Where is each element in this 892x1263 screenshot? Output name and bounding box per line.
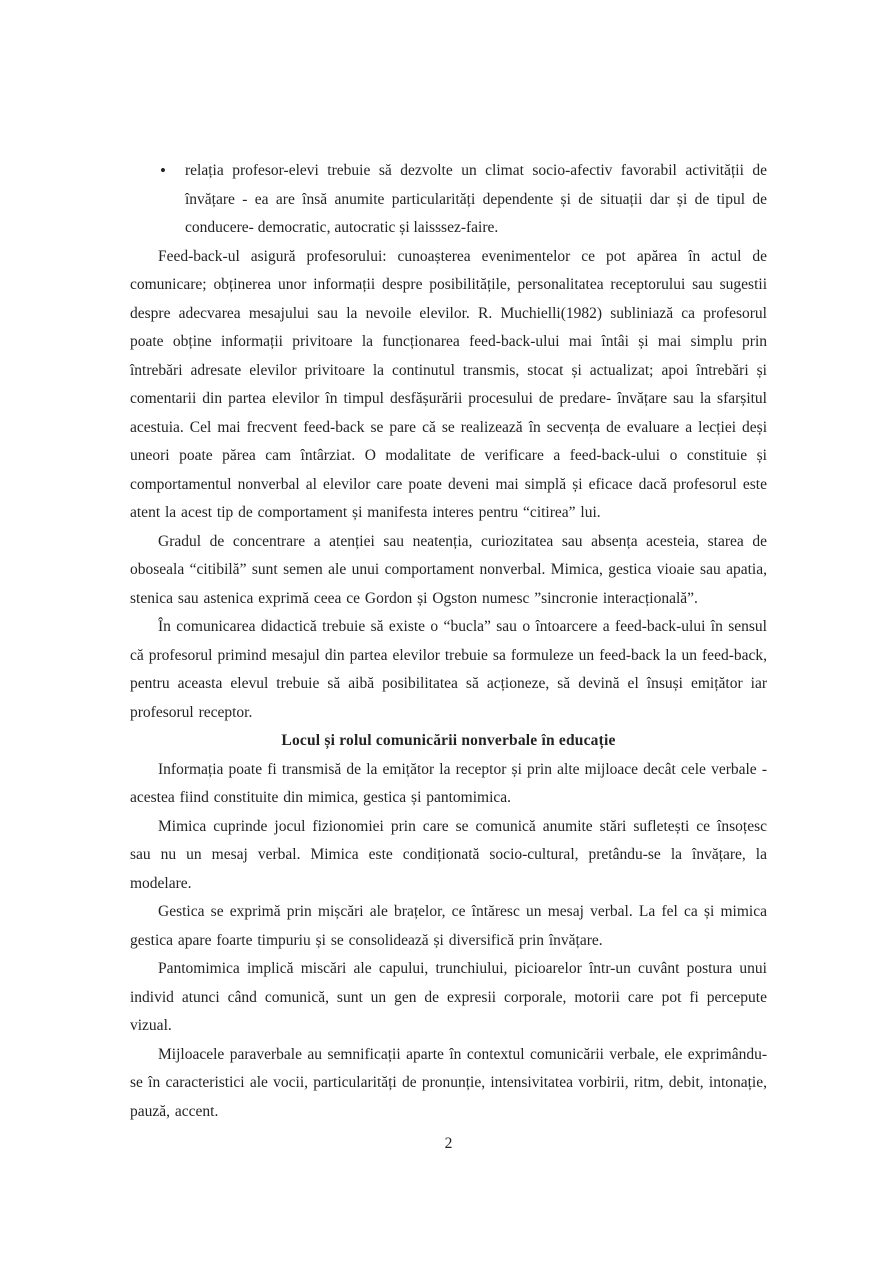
- paragraph-informatia: Informația poate fi transmisă de la emițător la receptor și prin alte mijloace decât cele verbale - acestea fiind constituite din mimica, gestica și pantomimica.: [130, 760, 767, 806]
- section-heading: Locul și rolul comunicării nonverbale în educație: [281, 732, 616, 749]
- paragraph-gestica: Gestica se exprimă prin mișcări ale brațelor, ce întăresc un mesaj verbal. La fel ca și mimica gestica apare foarte timpuriu și se consolidează și diversifică prin învățare.: [130, 903, 767, 949]
- bullet-item: • relația profesor-elevi trebuie să dezvolte un climat socio-afectiv favorabil activității de învățare - ea are însă anumite particularități dependente și de situații dar și de tipul de conducere- democratic, autocratic și laisssez-faire.: [130, 157, 767, 243]
- paragraph-mimica: Mimica cuprinde jocul fizionomiei prin care se comunică anumite stări sufletești ce însoțesc sau nu un mesaj verbal. Mimica este condiționată socio-cultural, pretându-se la învățare, la modelare.: [130, 817, 767, 892]
- text-block: [130, 157, 767, 1126]
- paragraph-pantomimica: Pantomimica implică miscări ale capului, trunchiului, picioarelor într-un cuvânt postura unui individ atunci când comunică, sunt un gen de expresii corporale, motorii care pot fi percepute vizual.: [130, 960, 767, 1034]
- bullet-list: [130, 157, 767, 243]
- paragraph-feedback: Feed-back-ul asigură profesorului: cunoașterea evenimentelor ce pot apărea în actul de comunicare; obținerea unor informații despre posibilitățile, personalitatea receptorului sau sugestii despre adecvarea mesajului sau la nevoile elevilor. R. Muchielli(1982) subliniază ca profesorul poate obține informații privitoare la funcționarea feed-back-ului mai întâi și mai simplu prin întrebări adresate elevilor privitoare la continutul transmis, stocat și actualizat; apoi întrebări și comentarii din partea elevilor în timpul desfășurării procesului de predare- învățare sau la sfarșitul acestuia. Cel mai frecvent feed-back se pare că se realizează în secvența de evaluare a lecției deși uneori poate părea cam întârziat. O modalitate de verificare a feed-back-ului o constituie și comportamentul nonverbal al elevilor care poate deveni mai simplă și eficace dacă profesorul este atent la acest tip de comportament și manifesta interes pentru “citirea” lui.: [130, 247, 767, 521]
- page-number: 2: [444, 1135, 453, 1152]
- paragraph-gradul: Gradul de concentrare a atenției sau neatenția, curiozitatea sau absența acesteia, starea de oboseala “citibilă” sunt semen ale unui comportament nonverbal. Mimica, gestica vioaie sau apatia, stenica sau astenica exprimă ceea ce Gordon și Ogston numesc ”sincronie interacțională”.: [130, 532, 767, 607]
- paragraph-mijloacele-paraverbale: Mijloacele paraverbale au semnificații aparte în contextul comunicării verbale, ele exprimându-se în caracteristici ale vocii, particularități de pronunție, intensivitatea vorbirii, ritm, debit, intonație, pauză, accent.: [130, 1045, 767, 1120]
- paragraph-comunicarea-didactica: În comunicarea didactică trebuie să existe o “bucla” sau o întoarcere a feed-back-ului în sensul că profesorul primind mesajul din partea elevilor trebuie sa formuleze un feed-back la un feed-back, pentru aceasta elevul trebuie să aibă posibilitatea să acționeze, să devină el însuși emițător iar profesorul receptor.: [130, 618, 767, 721]
